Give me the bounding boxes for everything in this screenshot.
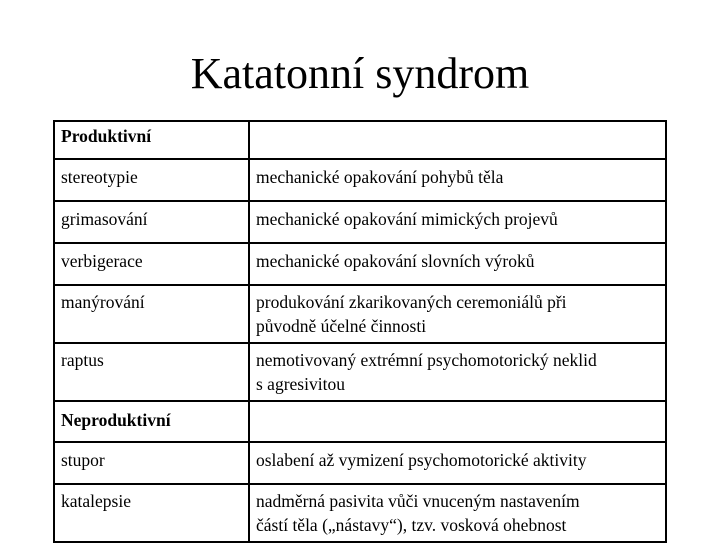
definition-cell: mechanické opakování pohybů těla bbox=[249, 159, 666, 201]
term-cell: grimasování bbox=[54, 201, 249, 243]
term-cell: manýrování bbox=[54, 285, 249, 343]
term-cell: stupor bbox=[54, 442, 249, 484]
section-header-productive: Produktivní bbox=[54, 121, 249, 159]
section-header-row bbox=[54, 401, 666, 442]
definition-line: částí těla („nástavy“), tzv. vosková ohebnost bbox=[256, 515, 567, 535]
table-row bbox=[54, 343, 666, 401]
definition-line: původně účelné činnosti bbox=[256, 316, 427, 336]
definition-line: nemotivovaný extrémní psychomotorický neklid bbox=[256, 350, 597, 370]
section-header-nonproductive: Neproduktivní bbox=[54, 401, 249, 442]
definition-cell: mechanické opakování slovních výroků bbox=[249, 243, 666, 285]
definition-line: nadměrná pasivita vůči vnuceným nastavením bbox=[256, 491, 580, 511]
definition-cell: mechanické opakování mimických projevů bbox=[249, 201, 666, 243]
table-row bbox=[54, 159, 666, 201]
table-row bbox=[54, 442, 666, 484]
slide-title: Katatonní syndrom bbox=[190, 49, 530, 98]
definition-line: produkování zkarikovaných ceremoniálů při bbox=[256, 292, 567, 312]
section-header-empty-cell bbox=[249, 401, 666, 442]
section-header-empty-cell bbox=[249, 121, 666, 159]
definition-cell: oslabení až vymizení psychomotorické aktivity bbox=[249, 442, 666, 484]
table-row bbox=[54, 201, 666, 243]
term-cell: raptus bbox=[54, 343, 249, 401]
table-row bbox=[54, 285, 666, 343]
term-cell: katalepsie bbox=[54, 484, 249, 542]
section-header-row bbox=[54, 121, 666, 159]
term-cell: verbigerace bbox=[54, 243, 249, 285]
table-row bbox=[54, 243, 666, 285]
table-row bbox=[54, 484, 666, 542]
syndrome-table bbox=[53, 120, 667, 543]
definition-cell bbox=[249, 343, 666, 401]
definition-cell bbox=[249, 484, 666, 542]
definition-cell bbox=[249, 285, 666, 343]
term-cell: stereotypie bbox=[54, 159, 249, 201]
definition-line: s agresivitou bbox=[256, 374, 345, 394]
